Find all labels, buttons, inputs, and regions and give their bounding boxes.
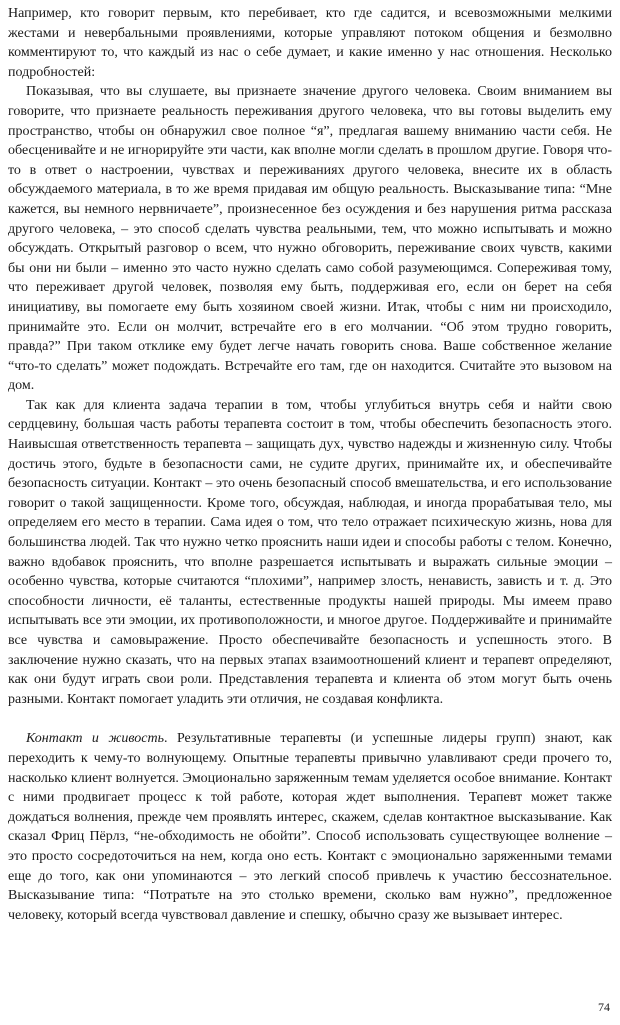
section-heading: Контакт и живость: [26, 731, 164, 747]
paragraph-1: Например, кто говорит первым, кто перебивает, кто где садится, и всевозможными мелкими жестами и невербальными проявлениями, которые управляют потоком общения и безмолвно комментируют то, что каждый из нас о себе думает, и какие именно у нас отношения. Несколько подробностей:: [8, 6, 612, 80]
section-paragraph: [8, 729, 612, 925]
paragraph-2: Показывая, что вы слушаете, вы признаете значение другого человека. Своим вниманием вы говорите, что признаете реальность переживания другого человека, что вы готовы выделить ему пространство, чтобы он обнаружил свое полное “я”, предлагая вашему вниманию части себя. Не обесценивайте и не игнорируйте эти части, как вполне могли сделать в прошлом другие. Говоря что-то в ответ о настроении, чувствах и переживаниях другого человека, внесите их в область обсуждаемого материала, в то же время придавая им общую реальность. Высказывание типа: “Мне кажется, вы немного нервничаете”, произнесенное без осуждения и без нарушения ритма рассказа другого человека, – это способ сделать чувства реальными, тем, что можно испытывать и можно обсуждать. Открытый разговор о всем, что нужно обговорить, переживание своих чувств, какими бы они ни были – именно это часто нужно сделать само собой разумеющимся. Сопереживая тому, что переживает другой человек, позволяя ему быть, поддерживая его, если он берет на себя инициативу, вы помогаете ему быть хозяином своей жизни. Итак, чтобы с ним ни происходило, принимайте это. Если он молчит, встречайте его в его молчании. “Об этом трудно говорить, правда?” При таком отклике ему будет легче начать говорить снова. Ваше собственное желание “что-то сделать” может подождать. Встречайте его там, где он находится. Считайте это вызовом на дом.: [8, 84, 612, 394]
section-text: . Результативные терапевты (и успешные лидеры групп) знают, как переходить к чему-то волнующему. Опытные терапевты привычно улавливают среди прочего то, насколько клиент волнуется. Эмоционально заряженным темам уделяется особое внимание. Контакт с ними продвигает процесс к той работе, которая ждет выполнения. Терапевт может также дождаться волнения, прежде чем проявлять интерес, скажем, сделав контактное высказывание. Как сказал Фриц Пёрлз, “не-обходимость не обойти”. Способ использовать существующее волнение – это просто сосредоточиться на нем, когда оно есть. Контакт с эмоционально заряженными темами еще до того, как они упоминаются – это легкий способ привлечь к участию бессознательное. Высказывание типа: “Потратьте на это столько времени, сколько вам нужно”, предложенное человеку, который всегда чувствовал давление и спешку, обычно сразу же вызывает интерес.: [8, 731, 612, 923]
section-gap: [8, 709, 612, 729]
paragraph-3: Так как для клиента задача терапии в том, чтобы углубиться внутрь себя и найти свою сердцевину, большая часть работы терапевта состоит в том, чтобы обеспечить безопасность этого. Наивысшая ответственность терапевта – защищать дух, чувство надежды и жизненную силу. Чтобы достичь этого, будьте в безопасности сами, не судите других, принимайте их, и обеспечивайте безопасность ситуации. Контакт – это очень безопасный способ вмешательства, и его использование говорит о такой защищенности. Кроме того, обсуждая, наблюдая, и иногда прорабатывая тело, мы определяем его место в терапии. Сама идея о том, что тело отражает психическую жизнь, нова для большинства людей. Так что нужно четко прояснить наши идеи и способы работы с телом. Конечно, важно вдобавок прояснить, что вполне разрешается испытывать и выражать сильные эмоции – особенно чувства, которые считаются “плохими”, например злость, ненависть, зависть и т. д. Это способности личности, её таланты, естественные продукты нашей природы. Мы имеем право испытывать все эти эмоции, их противоположности, и многое другое. Поддерживайте и принимайте все чувства и самовыражение. Просто обеспечивайте безопасность и успешность этого. В заключение нужно сказать, что на первых этапах взаимоотношений клиент и терапевт определяют, как они будут играть свои роли. Представления терапевта и клиента об этом могут быть очень разными. Контакт помогает уладить эти отличия, не создавая конфликта.: [8, 397, 612, 707]
page-number: 74: [598, 1000, 610, 1014]
